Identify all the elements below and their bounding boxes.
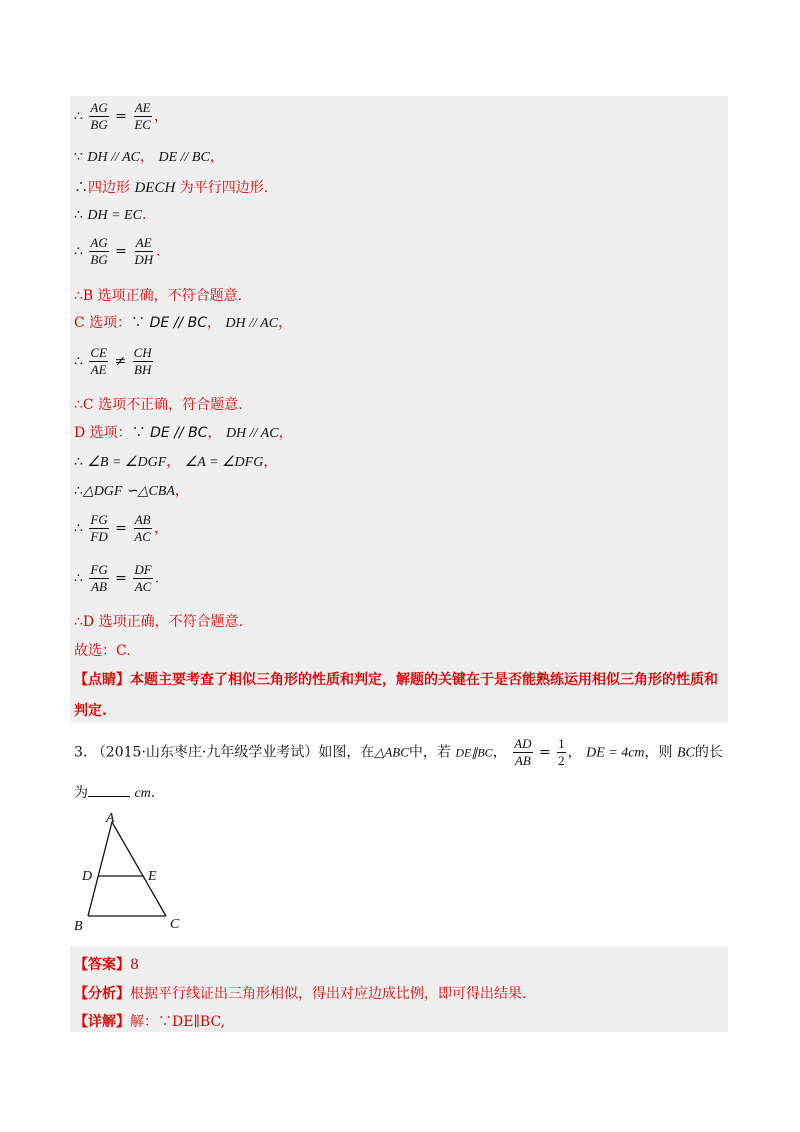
fraction: $\frac{AE}{DH}$ bbox=[134, 235, 154, 267]
triangle-figure bbox=[70, 808, 200, 938]
solution-line-16: 故选：C. bbox=[74, 643, 131, 659]
solution-line-3: ∴四边形 DECH 为平行四边形. bbox=[74, 180, 269, 196]
solution-line-12: ∴△DGF ∽△CBA， bbox=[74, 483, 189, 499]
label-a: A bbox=[106, 811, 115, 826]
solution-line-13: ∴ $\frac{FG}{FD}$ = $\frac{AB}{AC}$ ， bbox=[74, 512, 168, 544]
solution-line-6: ∴B 选项正确，不符合题意. bbox=[74, 288, 243, 304]
key-point-line-2: 判定. bbox=[74, 703, 107, 719]
solution-line-15: ∴D 选项正确，不符合题意. bbox=[74, 614, 244, 630]
label-e: E bbox=[148, 869, 157, 884]
question-3-line-2: 为 cm. bbox=[74, 785, 156, 801]
option-c-line: C 选项：∵ DE // BC， DH // AC， bbox=[74, 315, 293, 331]
fraction: $\frac{CE}{AE}$ bbox=[90, 345, 107, 377]
fraction: $\frac{1}{2}$ bbox=[558, 736, 565, 768]
answer-blank[interactable] bbox=[88, 796, 130, 797]
fraction: $\frac{FG}{AB}$ bbox=[90, 562, 108, 594]
label-b: B bbox=[74, 919, 83, 934]
fraction: $\frac{FG}{FD}$ bbox=[90, 512, 108, 544]
solution-line-5: ∴ $\frac{AG}{BG}$ = $\frac{AE}{DH}$ . bbox=[74, 235, 161, 267]
side-ac bbox=[112, 822, 166, 916]
option-d-line: D 选项：∵ DE // BC， DH // AC， bbox=[74, 425, 293, 441]
solution-line-9: ∴C 选项不正确，符合题意. bbox=[74, 397, 243, 413]
fraction: $\frac{AG}{BG}$ bbox=[90, 235, 108, 267]
label-c: C bbox=[170, 917, 180, 932]
fraction: $\frac{AG}{BG}$ bbox=[90, 100, 108, 132]
fraction: $\frac{AE}{EC}$ bbox=[134, 100, 151, 132]
question-3-line-1: 3. （2015·山东枣庄·九年级学业考试）如图，在△ABC中，若 DE∥BC， $\frac{AD}{AB}$ = $\frac{1}{2}$ ， DE = 4cm，则 BC的长 bbox=[74, 736, 723, 768]
fraction: $\frac{DF}{AC}$ bbox=[134, 562, 152, 594]
detail-line: 【详解】解：∵DE∥BC, bbox=[74, 1014, 226, 1030]
fraction: $\frac{CH}{BH}$ bbox=[133, 345, 152, 377]
solution-line-4: ∴ DH = EC. bbox=[74, 207, 147, 223]
solution-line-14: ∴ $\frac{FG}{AB}$ = $\frac{DF}{AC}$ . bbox=[74, 562, 160, 594]
solution-line-1: ∴ $\frac{AG}{BG}$ = $\frac{AE}{EC}$ ， bbox=[74, 100, 168, 132]
fraction: $\frac{AD}{AB}$ bbox=[514, 736, 532, 768]
label-d: D bbox=[82, 869, 93, 884]
solution-line-11: ∴ ∠B = ∠DGF， ∠A = ∠DFG， bbox=[74, 454, 278, 470]
therefore-symbol: ∴ bbox=[74, 108, 83, 125]
fraction: $\frac{AB}{AC}$ bbox=[134, 512, 151, 544]
solution-line-2: ∵ DH // AC， DE // BC， bbox=[74, 149, 224, 165]
analysis-line: 【分析】根据平行线证出三角形相似，得出对应边成比例，即可得出结果. bbox=[74, 986, 527, 1002]
answer-line: 【答案】8 bbox=[74, 957, 139, 973]
solution-line-8: ∴ $\frac{CE}{AE}$ ≠ $\frac{CH}{BH}$ bbox=[74, 345, 152, 377]
key-point-line: 【点睛】本题主要考查了相似三角形的性质和判定，解题的关键在于是否能熟练运用相似三角形的性质和 bbox=[74, 672, 718, 688]
